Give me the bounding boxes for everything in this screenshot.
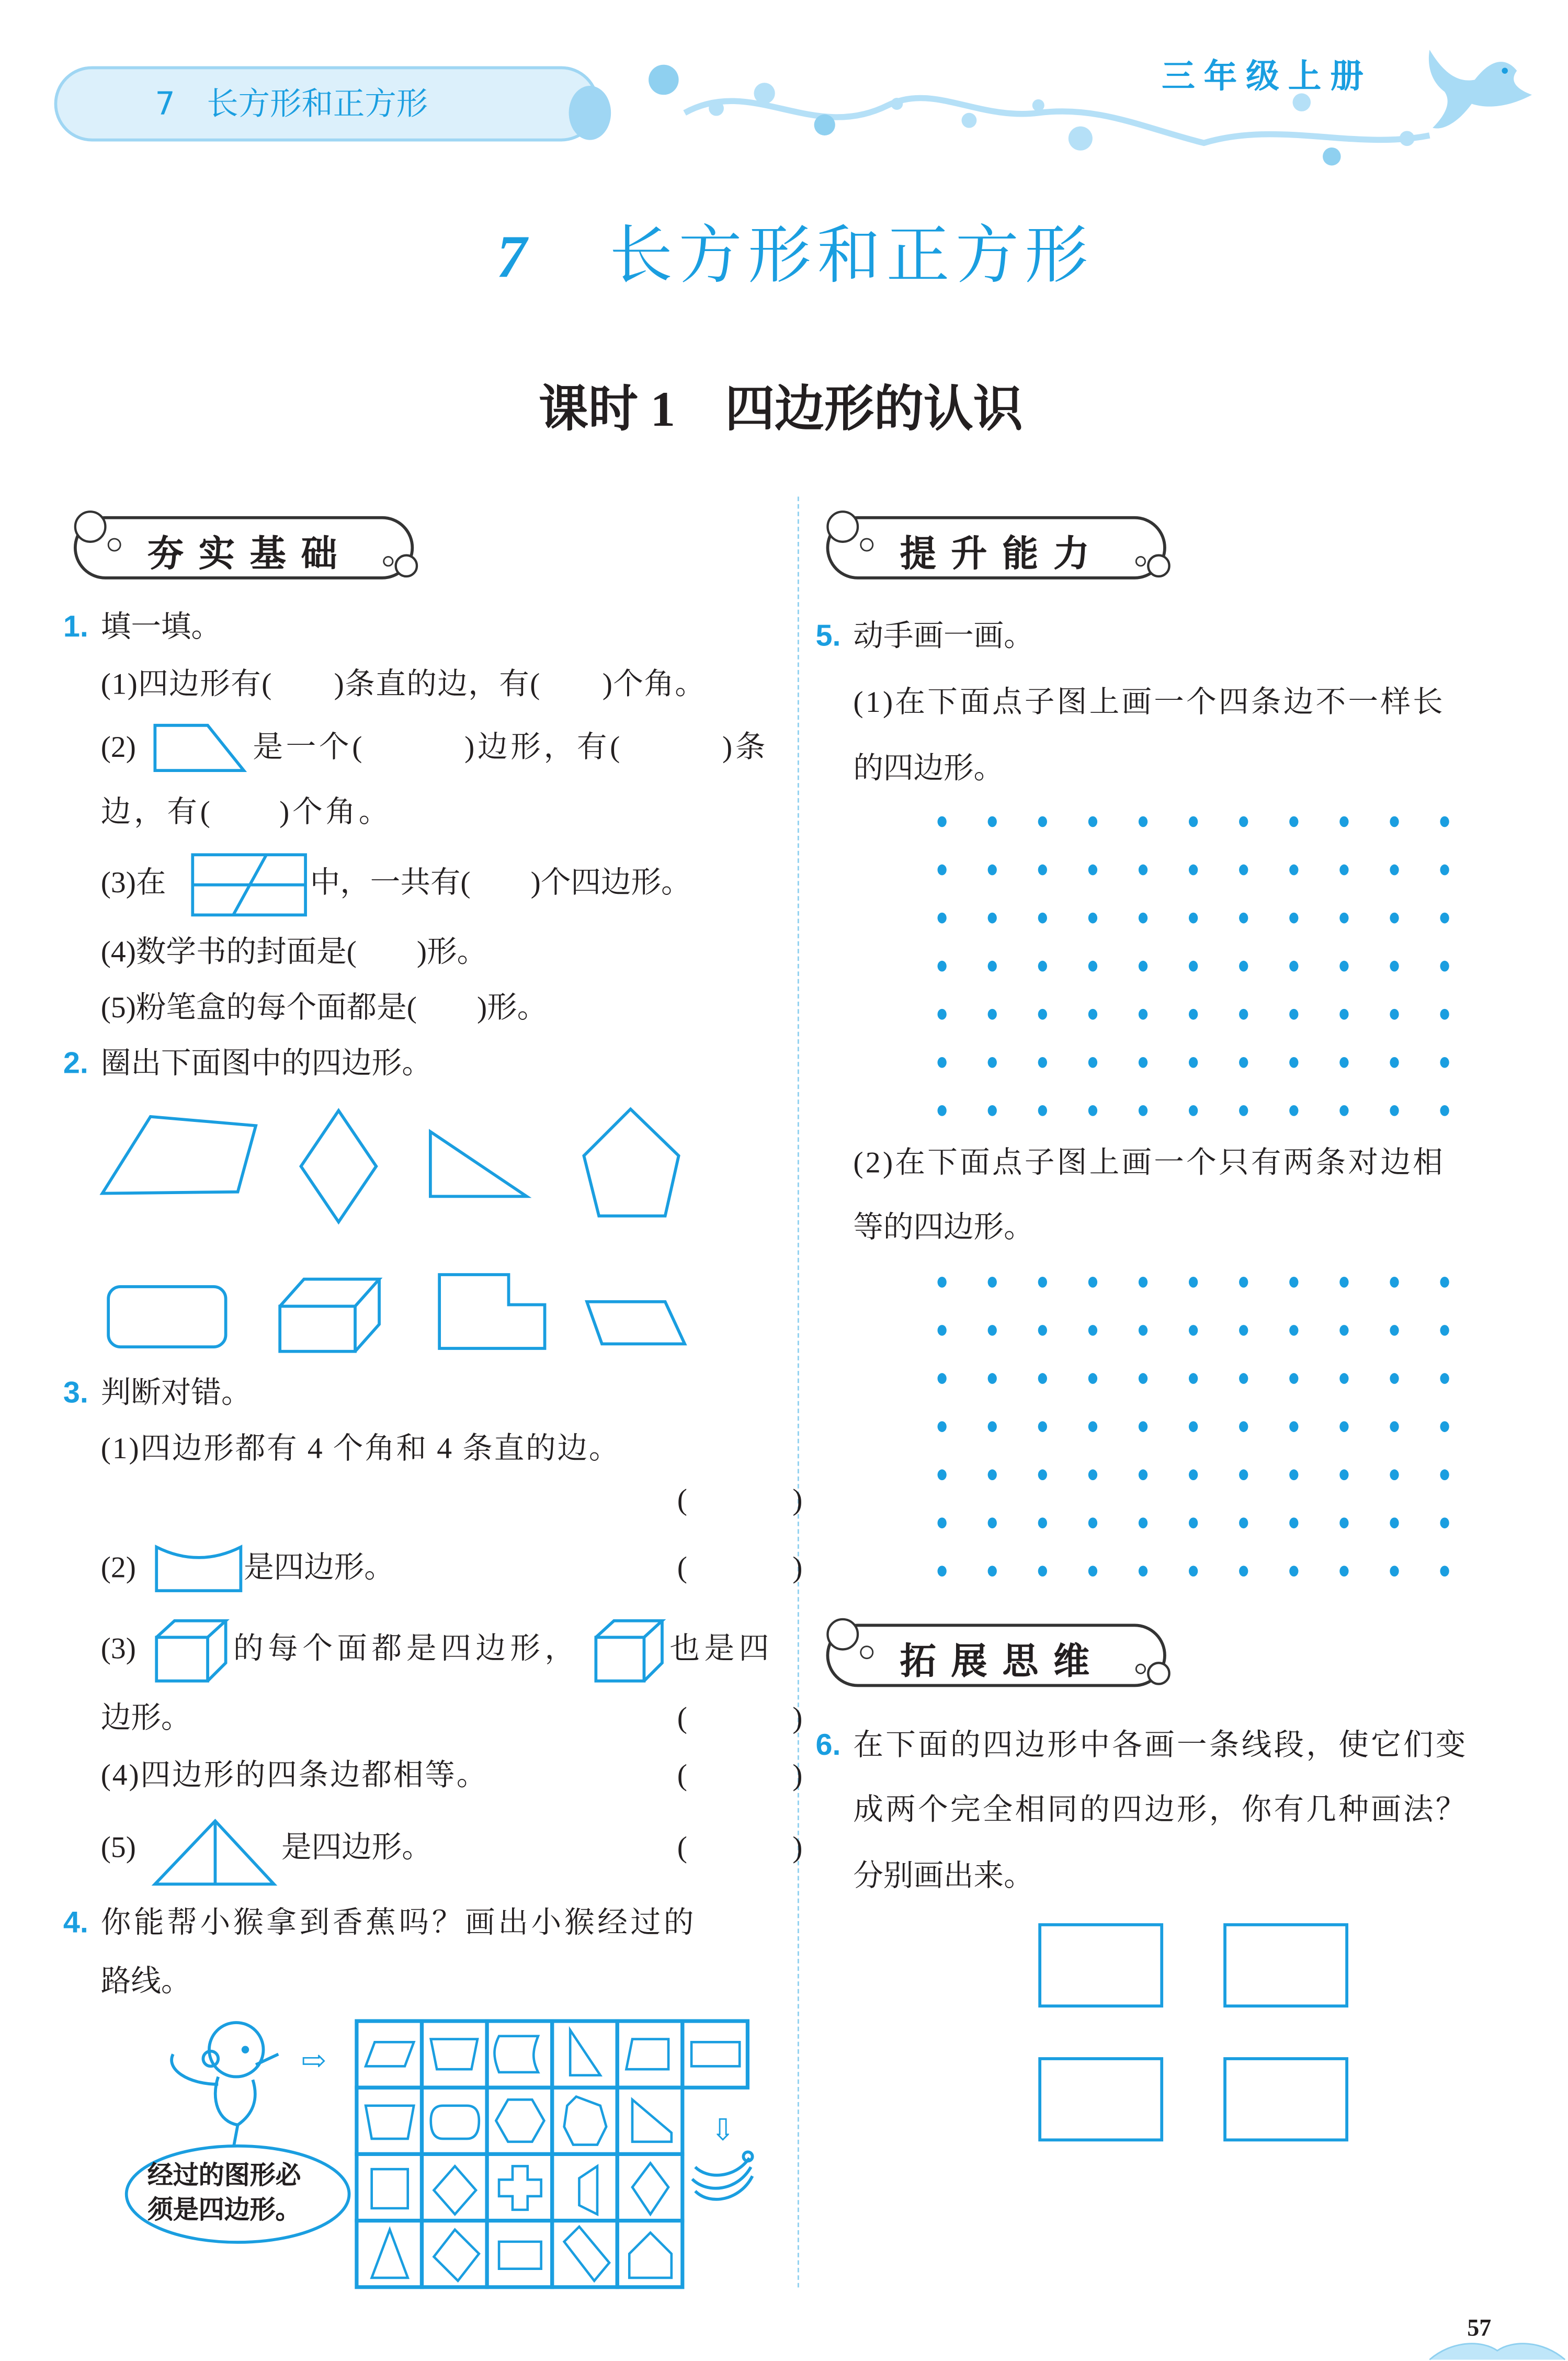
grid-dot[interactable]	[1339, 816, 1348, 827]
chapter-number: 7	[496, 222, 527, 291]
grid-dot[interactable]	[1239, 865, 1248, 876]
grid-dot[interactable]	[1440, 1009, 1449, 1020]
answer-blank[interactable]: ( )	[677, 1483, 818, 1517]
grid-dot[interactable]	[1139, 1057, 1147, 1068]
grid-dot[interactable]	[1339, 1421, 1348, 1432]
grid-dot[interactable]	[1038, 1565, 1047, 1576]
q5-item-2-cont: 等的四边形。	[853, 1211, 1034, 1245]
grid-dot[interactable]	[1139, 1565, 1147, 1576]
grid-dot[interactable]	[1038, 1057, 1047, 1068]
grid-dot[interactable]	[1139, 1517, 1147, 1528]
grid-dot[interactable]	[1239, 816, 1248, 827]
grid-dot[interactable]	[937, 865, 946, 876]
grid-dot[interactable]	[1440, 1057, 1449, 1068]
grid-dot[interactable]	[1339, 1373, 1348, 1384]
section-title: 提升能力	[900, 532, 1105, 575]
grid-dot[interactable]	[937, 816, 946, 827]
grid-dot[interactable]	[1390, 1277, 1399, 1288]
maze-shape	[434, 2230, 479, 2281]
grid-dot[interactable]	[937, 1469, 946, 1480]
q1-item-3-text: 中，一共有( )个四边形。	[310, 867, 691, 900]
question-number: 6.	[815, 1729, 841, 1763]
grid-dot[interactable]	[1289, 913, 1298, 924]
grid-dot[interactable]	[1339, 1105, 1348, 1116]
rectangle-1[interactable]	[1040, 1925, 1162, 2006]
bird-icon	[1415, 38, 1535, 143]
grid-dot[interactable]	[1289, 1325, 1298, 1336]
grid-dot[interactable]	[1289, 1009, 1298, 1020]
grid-dot[interactable]	[1239, 1373, 1248, 1384]
small-parallelogram-shape	[587, 1302, 685, 1344]
rhombus-shape	[301, 1110, 376, 1222]
grid-dot[interactable]	[1440, 1421, 1449, 1432]
parallelogram-shape	[103, 1117, 256, 1194]
cube-shape	[280, 1279, 379, 1352]
grid-dot[interactable]	[988, 1105, 997, 1116]
maze-shape	[366, 2106, 414, 2139]
grid-dot[interactable]	[1038, 1105, 1047, 1116]
grid-dot[interactable]	[1189, 1009, 1198, 1020]
grid-dot[interactable]	[988, 1277, 997, 1288]
grid-dot[interactable]	[1339, 1009, 1348, 1020]
grid-dot[interactable]	[988, 1469, 997, 1480]
grid-dot[interactable]	[988, 913, 997, 924]
question-stem: 动手画一画。	[853, 620, 1034, 653]
grid-dot[interactable]	[1390, 1517, 1399, 1528]
grid-dot[interactable]	[1189, 1421, 1198, 1432]
grid-dot[interactable]	[988, 961, 997, 972]
section-badge-improve	[825, 515, 1168, 578]
column-divider	[798, 496, 799, 2287]
answer-blank[interactable]: ( )	[677, 1831, 818, 1865]
maze-shape	[564, 2227, 609, 2281]
grid-dot[interactable]	[1289, 961, 1298, 972]
q3-item-3-cont: 边形。	[100, 1702, 191, 1735]
grid-dot[interactable]	[1440, 1325, 1449, 1336]
maze-cell[interactable]	[617, 2021, 683, 2087]
section-title: 夯实基础	[147, 532, 353, 575]
grid-dot[interactable]	[1289, 1057, 1298, 1068]
maze-shape	[570, 2030, 600, 2075]
grid-dot[interactable]	[1239, 1009, 1248, 1020]
grid-dot[interactable]	[1139, 1325, 1147, 1336]
grid-dot[interactable]	[937, 1105, 946, 1116]
grid-dot[interactable]	[1038, 865, 1047, 876]
grid-dot[interactable]	[1289, 1373, 1298, 1384]
q3-item-3-label: (3)	[100, 1632, 136, 1666]
grid-dot[interactable]	[1339, 1057, 1348, 1068]
grid-dot[interactable]	[988, 1421, 997, 1432]
q1-item-2-text: 是一个( )边形，有( )条	[253, 731, 769, 765]
q6-line-3: 分别画出来。	[853, 1860, 1034, 1893]
grid-dot[interactable]	[1088, 961, 1097, 972]
grid-dot[interactable]	[1289, 865, 1298, 876]
grid-dot[interactable]	[988, 1565, 997, 1576]
maze-cell[interactable]	[487, 2221, 552, 2287]
maze-cell[interactable]	[552, 2154, 618, 2220]
grid-dot[interactable]	[1390, 1009, 1399, 1020]
grid-dot[interactable]	[1139, 1009, 1147, 1020]
grid-dot[interactable]	[1390, 1565, 1399, 1576]
q1-item-2-cont: 边，有( )个角。	[100, 796, 392, 830]
grid-dot[interactable]	[1390, 961, 1399, 972]
grid-dot[interactable]	[988, 1009, 997, 1020]
triangle-shape	[430, 1132, 527, 1197]
grid-dot[interactable]	[1239, 913, 1248, 924]
rectangle-3[interactable]	[1040, 2059, 1162, 2140]
grid-dot[interactable]	[1088, 1565, 1097, 1576]
grid-dot[interactable]	[1088, 1009, 1097, 1020]
grid-dot[interactable]	[1339, 865, 1348, 876]
maze-shape	[366, 2042, 414, 2066]
grid-dot[interactable]	[937, 1009, 946, 1020]
bubble-text: 须是四边形。	[147, 2195, 301, 2224]
rectangle-2[interactable]	[1225, 1925, 1347, 2006]
maze-shape	[431, 2106, 479, 2139]
q1-item-4: (4)数学书的封面是( )形。	[100, 936, 487, 969]
grid-dot[interactable]	[988, 1517, 997, 1528]
rectangle-4[interactable]	[1225, 2059, 1347, 2140]
grid-dot[interactable]	[1189, 913, 1198, 924]
question-stem: 你能帮小猴拿到香蕉吗？画出小猴经过的	[100, 1906, 697, 1940]
question-stem-cont: 路线。	[100, 1965, 191, 1999]
grid-dot[interactable]	[1440, 1565, 1449, 1576]
grid-dot[interactable]	[1390, 1057, 1399, 1068]
grid-dot[interactable]	[1239, 1421, 1248, 1432]
maze-shape	[626, 2039, 668, 2070]
grid-dot[interactable]	[1339, 961, 1348, 972]
grid-dot[interactable]	[1289, 1469, 1298, 1480]
grid-dot[interactable]	[1088, 1057, 1097, 1068]
grid-dot[interactable]	[1038, 1469, 1047, 1480]
question-stem: 判断对错。	[100, 1377, 252, 1410]
grid-dot[interactable]	[1189, 1325, 1198, 1336]
grid-dot[interactable]	[1390, 1469, 1399, 1480]
page-number: 57	[1467, 2316, 1492, 2342]
grid-dot[interactable]	[1139, 1277, 1147, 1288]
grid-dot[interactable]	[937, 1421, 946, 1432]
grid-dot[interactable]	[1390, 865, 1399, 876]
grid-dot[interactable]	[1139, 1421, 1147, 1432]
maze-cell[interactable]	[487, 2021, 552, 2087]
grid-dot[interactable]	[1189, 1469, 1198, 1480]
question-stem: 填一填。	[100, 611, 221, 644]
answer-blank[interactable]: ( )	[677, 1551, 818, 1585]
maze-cell[interactable]	[357, 2021, 422, 2087]
maze-shape	[494, 2036, 538, 2072]
grid-dot[interactable]	[937, 1373, 946, 1384]
grid-dot[interactable]	[1088, 913, 1097, 924]
q3-item-2-text: 是四边形。	[244, 1551, 394, 1585]
grid-dot[interactable]	[1088, 1517, 1097, 1528]
grid-dot[interactable]	[1390, 913, 1399, 924]
grid-dot[interactable]	[1189, 1373, 1198, 1384]
grid-dot[interactable]	[1289, 1105, 1298, 1116]
question-stem: 圈出下面图中的四边形。	[100, 1047, 432, 1081]
grid-dot[interactable]	[1339, 913, 1348, 924]
maze-shape	[632, 2099, 672, 2142]
grid-dot[interactable]	[1339, 1469, 1348, 1480]
question-number: 1.	[63, 611, 88, 644]
grid-dot[interactable]	[1139, 816, 1147, 827]
grid-dot[interactable]	[1440, 865, 1449, 876]
maze-shape	[629, 2233, 672, 2278]
grid-dot[interactable]	[937, 961, 946, 972]
q1-item-1: (1)四边形有( )条直的边，有( )个角。	[100, 668, 706, 701]
grid-dot[interactable]	[1038, 816, 1047, 827]
grid-dot[interactable]	[1339, 1277, 1348, 1288]
q1-item-3-label: (3)在	[100, 867, 166, 900]
maze-shape	[434, 2166, 476, 2214]
grid-dot[interactable]	[1440, 961, 1449, 972]
maze-cell[interactable]	[552, 2221, 618, 2287]
grid-dot[interactable]	[1440, 1469, 1449, 1480]
grid-dot[interactable]	[1189, 961, 1198, 972]
grid-dot[interactable]	[988, 865, 997, 876]
grid-dot[interactable]	[937, 913, 946, 924]
book-icon	[0, 0, 2, 2]
section-title: 拓展思维	[900, 1640, 1105, 1683]
q1-item-5: (5)粉笔盒的每个面都是( )形。	[100, 992, 548, 1025]
chapter-tab-label: 7 长方形和正方形	[155, 86, 428, 122]
q5-item-1: (1)在下面点子图上画一个四条边不一样长	[853, 686, 1446, 720]
grid-dot[interactable]	[1088, 1325, 1097, 1336]
section-badge-basic	[72, 515, 415, 578]
grid-dot[interactable]	[1038, 1373, 1047, 1384]
q6-line-1: 在下面的四边形中各画一条线段，使它们变	[853, 1729, 1468, 1763]
grid-dot[interactable]	[1390, 816, 1399, 827]
bubble-text: 经过的图形必	[147, 2161, 301, 2190]
grid-dot[interactable]	[1088, 1277, 1097, 1288]
grade-label: 三年级上册	[1162, 57, 1373, 95]
q3-item-5-label: (5)	[100, 1831, 136, 1865]
grid-dot[interactable]	[988, 816, 997, 827]
grid-dot[interactable]	[1088, 1421, 1097, 1432]
answer-blank[interactable]: ( )	[677, 1702, 818, 1735]
maze-cell[interactable]	[422, 2154, 487, 2220]
grid-dot[interactable]	[1038, 961, 1047, 972]
grid-dot[interactable]	[1440, 1373, 1449, 1384]
grid-dot[interactable]	[1189, 865, 1198, 876]
grid-dot[interactable]	[1088, 1105, 1097, 1116]
grid-dot[interactable]	[1139, 913, 1147, 924]
question-number: 4.	[63, 1906, 88, 1940]
chapter-title: 长方形和正方形	[609, 218, 1094, 292]
grid-dot[interactable]	[1440, 1277, 1449, 1288]
grid-dot[interactable]	[1189, 1105, 1198, 1116]
right-arrow-icon: ⇨	[301, 2045, 326, 2079]
maze-shape	[564, 2097, 607, 2145]
question-number: 3.	[63, 1377, 88, 1410]
grid-dot[interactable]	[1038, 1517, 1047, 1528]
maze-shape	[691, 2042, 740, 2066]
grid-dot[interactable]	[1339, 1325, 1348, 1336]
grid-dot[interactable]	[1189, 816, 1198, 827]
grid-dot[interactable]	[1038, 913, 1047, 924]
grid-dot[interactable]	[1239, 1057, 1248, 1068]
grid-dot[interactable]	[1139, 865, 1147, 876]
grid-dot[interactable]	[1139, 1105, 1147, 1116]
maze-cell[interactable]	[357, 2154, 422, 2220]
q3-item-5-text: 是四边形。	[281, 1831, 432, 1865]
q3-item-3-text: 的每个面都是四边形，	[233, 1632, 580, 1666]
grid-dot[interactable]	[1189, 1517, 1198, 1528]
question-number: 2.	[63, 1047, 88, 1081]
grid-dot[interactable]	[1440, 1517, 1449, 1528]
grid-dot[interactable]	[1139, 961, 1147, 972]
grid-dot[interactable]	[937, 1565, 946, 1576]
grid-dot[interactable]	[1289, 1517, 1298, 1528]
grid-dot[interactable]	[1390, 1373, 1399, 1384]
q3-item-2-label: (2)	[100, 1551, 136, 1585]
grid-dot[interactable]	[937, 1057, 946, 1068]
maze-shape	[431, 2039, 478, 2070]
answer-blank[interactable]: ( )	[677, 1759, 818, 1792]
down-arrow-icon: ⇩	[710, 2114, 736, 2148]
maze-shape	[496, 2099, 544, 2142]
maze-shape	[372, 2169, 408, 2208]
grid-dot[interactable]	[1440, 913, 1449, 924]
grid-dot[interactable]	[1339, 1565, 1348, 1576]
grid-dot[interactable]	[937, 1517, 946, 1528]
grid-dot[interactable]	[1440, 1105, 1449, 1116]
q5-item-2: (2)在下面点子图上画一个只有两条对边相	[853, 1147, 1446, 1180]
q3-item-1: (1)四边形都有 4 个角和 4 条直的边。	[100, 1433, 621, 1466]
q6-line-2: 成两个完全相同的四边形，你有几种画法？	[853, 1794, 1468, 1827]
grid-dot[interactable]	[1239, 1517, 1248, 1528]
section-badge-extend	[825, 1622, 1168, 1686]
grid-dot[interactable]	[1038, 1325, 1047, 1336]
maze-cell[interactable]	[617, 2087, 683, 2154]
grid-dot[interactable]	[1139, 1373, 1147, 1384]
rounded-rectangle-shape	[108, 1287, 225, 1347]
grid-dot[interactable]	[1239, 1469, 1248, 1480]
grid-dot[interactable]	[1239, 1277, 1248, 1288]
grid-dot[interactable]	[1440, 816, 1449, 827]
maze-shape	[372, 2230, 408, 2278]
pentagon-shape	[584, 1109, 678, 1216]
grid-dot[interactable]	[1189, 1277, 1198, 1288]
grid-dot[interactable]	[937, 1277, 946, 1288]
q3-item-4: (4)四边形的四条边都相等。	[100, 1759, 488, 1792]
grid-dot[interactable]	[1390, 1325, 1399, 1336]
grid-dot[interactable]	[1289, 1565, 1298, 1576]
grid-dot[interactable]	[1038, 1277, 1047, 1288]
grid-dot[interactable]	[1088, 865, 1097, 876]
grid-dot[interactable]	[1038, 1009, 1047, 1020]
lesson-title: 课时 1 四边形的认识	[539, 383, 1023, 438]
maze-shape	[579, 2166, 597, 2214]
grid-dot[interactable]	[1088, 1373, 1097, 1384]
grid-dot[interactable]	[988, 1325, 997, 1336]
grid-dot[interactable]	[1289, 1277, 1298, 1288]
grid-dot[interactable]	[1390, 1421, 1399, 1432]
maze-shape	[499, 2242, 541, 2269]
grid-dot[interactable]	[1139, 1469, 1147, 1480]
maze-shape	[632, 2163, 668, 2215]
grid-dot[interactable]	[1390, 1105, 1399, 1116]
l-shape	[439, 1275, 544, 1348]
q5-item-1-cont: 的四边形。	[853, 752, 1004, 786]
q3-item-3-text-2: 也是四	[669, 1632, 774, 1666]
grid-dot[interactable]	[1239, 961, 1248, 972]
grid-dot[interactable]	[1088, 1469, 1097, 1480]
maze-cell[interactable]	[552, 2021, 618, 2087]
maze-shape	[499, 2166, 541, 2209]
maze-cell[interactable]	[422, 2021, 487, 2087]
grid-dot[interactable]	[1239, 1325, 1248, 1336]
grid-dot[interactable]	[1088, 816, 1097, 827]
grid-dot[interactable]	[988, 1373, 997, 1384]
grid-dot[interactable]	[1239, 1105, 1248, 1116]
grid-dot[interactable]	[1289, 816, 1298, 827]
grid-dot[interactable]	[1038, 1421, 1047, 1432]
grid-dot[interactable]	[937, 1325, 946, 1336]
q1-item-2-label: (2)	[100, 731, 136, 765]
grid-dot[interactable]	[1239, 1565, 1248, 1576]
grid-dot[interactable]	[1339, 1517, 1348, 1528]
grid-dot[interactable]	[988, 1057, 997, 1068]
grid-dot[interactable]	[1289, 1421, 1298, 1432]
grid-dot[interactable]	[1189, 1565, 1198, 1576]
question-number: 5.	[815, 620, 841, 653]
grid-dot[interactable]	[1189, 1057, 1198, 1068]
